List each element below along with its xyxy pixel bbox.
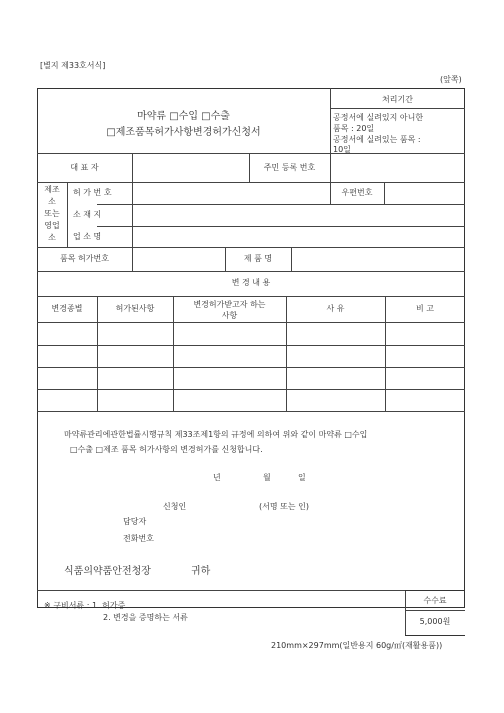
- change-details-heading: 변 경 내 용: [231, 278, 271, 287]
- column-approved-items: 허가된사항: [115, 304, 155, 313]
- declaration-line2: □수출 □제조 품목 허가사항의 변경허가를 신청합니다.: [70, 445, 263, 454]
- postal-code-label: 우편번호: [341, 188, 373, 197]
- change-row-2[interactable]: [38, 346, 464, 366]
- postal-code-field[interactable]: [385, 183, 464, 203]
- form-title-line1: 마약류 □수입 □수출: [137, 111, 230, 122]
- resident-number-field[interactable]: [331, 154, 464, 181]
- change-row-1[interactable]: [38, 323, 464, 344]
- representative-label: 대 표 자: [70, 163, 99, 172]
- column-remarks: 비 고: [416, 304, 434, 313]
- product-license-number-field[interactable]: [133, 248, 224, 270]
- license-number-field[interactable]: [133, 183, 329, 203]
- recipient-label: 식품의약품안전청장: [64, 566, 151, 577]
- fee-box: [405, 590, 465, 636]
- resident-number-label: 주민 등록 번호: [263, 163, 316, 172]
- date-month-label: 월: [263, 473, 271, 482]
- business-name-label: 업 소 명: [73, 232, 102, 241]
- processing-period-line2: 품목 : 20일: [333, 124, 375, 133]
- declaration-line1: 마약류관리에관한법률시행규칙 제33조제1항의 규정에 의하여 위와 같이 마약류 □수입: [64, 430, 368, 439]
- address-field[interactable]: [133, 205, 464, 225]
- manufacturer-group-label: 제조 소 또는 영업 소: [44, 185, 60, 242]
- product-name-label: 제 품 명: [243, 254, 273, 263]
- product-license-number-label: 품목 허가번호: [60, 254, 109, 263]
- applicant-label: 신청인: [163, 502, 187, 511]
- processing-period-line4: 10일: [333, 145, 351, 154]
- column-reason: 사 유: [326, 304, 345, 313]
- fee-value: 5,000원: [419, 617, 451, 626]
- column-requested-changes: 변경허가받고자 하는 사항: [193, 300, 266, 320]
- change-row-4[interactable]: [38, 390, 464, 410]
- license-number-label: 허 가 번 호: [73, 188, 112, 197]
- processing-period-line1: 공정서에 실려있지 아니한: [333, 113, 424, 122]
- change-row-3[interactable]: [38, 368, 464, 388]
- product-name-field[interactable]: [292, 248, 464, 270]
- date-year-label: 년: [213, 473, 221, 482]
- date-day-label: 일: [298, 473, 306, 482]
- address-label: 소 재 지: [73, 210, 102, 219]
- column-change-type: 변경종별: [51, 304, 83, 313]
- paper-spec: 210mm×297mm(일반용지 60g/㎡(재활용품)): [271, 641, 443, 650]
- representative-field[interactable]: [133, 154, 248, 181]
- person-in-charge-label: 담당자: [123, 517, 147, 526]
- processing-period-label: 처리기간: [382, 95, 413, 104]
- required-documents-label: ※ 구비서류 : 1. 허가증: [44, 601, 126, 610]
- signature-label: (서명 또는 인): [259, 502, 309, 511]
- business-name-field[interactable]: [133, 227, 464, 246]
- page-side-label: (앞쪽): [440, 75, 462, 84]
- form-title-line2: □제조품목허가사항변경허가신청서: [106, 127, 261, 138]
- required-documents-item2: 2. 변경을 증명하는 서류: [103, 613, 188, 622]
- fee-label: 수수료: [423, 596, 447, 605]
- form-number: [별지 제33호서식]: [40, 61, 106, 70]
- honorific-label: 귀하: [191, 566, 211, 577]
- phone-number-label: 전화번호: [123, 534, 154, 543]
- processing-period-line3: 공정서에 실려있는 품목 :: [333, 135, 421, 144]
